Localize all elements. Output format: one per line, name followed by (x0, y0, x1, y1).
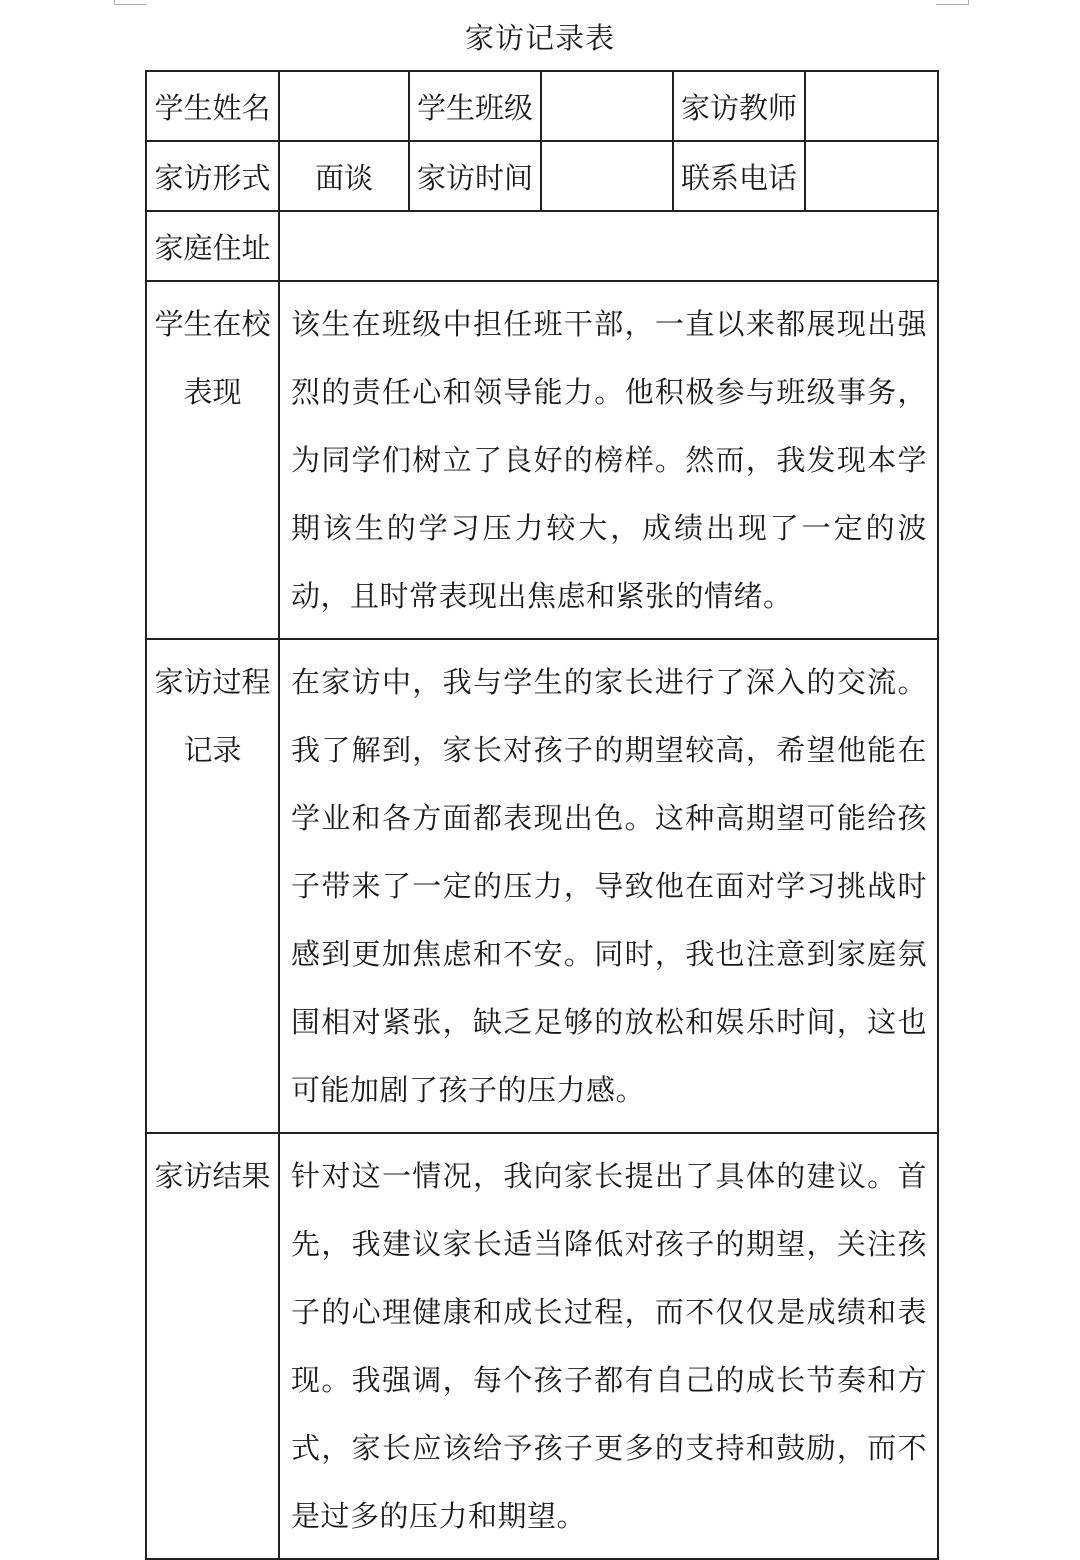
visit-process-text[interactable]: 在家访中，我与学生的家长进行了深入的交流。我了解到，家长对孩子的期望较高，希望他能在学业和各方面都表现出色。这种高期望可能给孩子带来了一定的压力，导致他在面对学习挑战时感到更加焦虑和不安。同时，我也注意到家庭氛围相对紧张，缺乏足够的放松和娱乐时间，这也可能加剧了孩子的压力感。 (279, 639, 938, 1133)
student-class-label: 学生班级 (409, 71, 541, 141)
table-row-school-performance (146, 281, 938, 639)
visit-time-label: 家访时间 (409, 141, 541, 211)
contact-phone-field[interactable] (805, 141, 938, 211)
visit-process-label (146, 639, 279, 1133)
table-row-visit-result (146, 1133, 938, 1559)
visit-result-label-text: 家访结果 (154, 1159, 271, 1193)
visit-teacher-label: 家访教师 (673, 71, 805, 141)
visit-process-label-line2: 记录 (183, 733, 242, 767)
school-performance-label-line2: 表现 (183, 375, 242, 409)
visit-teacher-field[interactable] (805, 71, 938, 141)
visit-form-field[interactable]: 面谈 (279, 141, 409, 211)
table-row-basic-info (146, 71, 938, 141)
school-performance-text[interactable]: 该生在班级中担任班干部，一直以来都展现出强烈的责任心和领导能力。他积极参与班级事务，为同学们树立了良好的榜样。然而，我发现本学期该生的学习压力较大，成绩出现了一定的波动，且时常表现出焦虑和紧张的情绪。 (279, 281, 938, 639)
school-performance-label-line1: 学生在校 (154, 307, 271, 341)
visit-time-field[interactable] (541, 141, 673, 211)
school-performance-label (146, 281, 279, 639)
visit-result-label (146, 1133, 279, 1559)
contact-phone-label: 联系电话 (673, 141, 805, 211)
student-name-field[interactable] (279, 71, 409, 141)
student-name-label: 学生姓名 (146, 71, 279, 141)
page-corner-mark-right (936, 0, 969, 5)
home-address-field[interactable] (279, 211, 938, 281)
visit-form-label: 家访形式 (146, 141, 279, 211)
table-row-visit-info (146, 141, 938, 211)
student-class-field[interactable] (541, 71, 673, 141)
home-address-label: 家庭住址 (146, 211, 279, 281)
page-title: 家访记录表 (464, 21, 615, 55)
table-row-address (146, 211, 938, 281)
visit-result-text[interactable]: 针对这一情况，我向家长提出了具体的建议。首先，我建议家长适当降低对孩子的期望，关注孩子的心理健康和成长过程，而不仅仅是成绩和表现。我强调，每个孩子都有自己的成长节奏和方式，家长应该给予孩子更多的支持和鼓励，而不是过多的压力和期望。 (279, 1133, 938, 1559)
visit-process-label-line1: 家访过程 (154, 665, 271, 699)
home-visit-record-table (145, 70, 939, 1560)
table-row-visit-process (146, 639, 938, 1133)
page-corner-mark-left (114, 0, 147, 5)
